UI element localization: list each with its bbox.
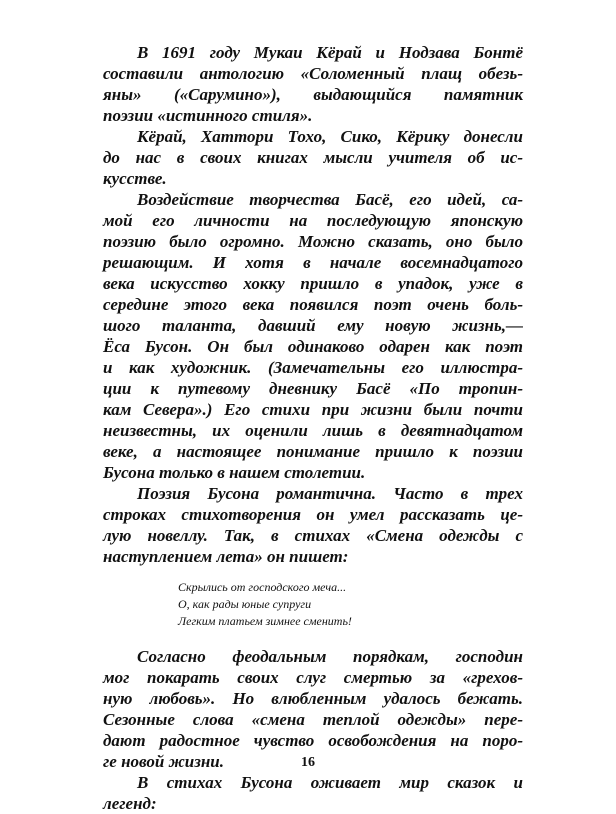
text-line: века искусство хокку пришло в упадок, уже в	[103, 274, 523, 293]
text-line: Бусона только в нашем столетии.	[103, 463, 366, 482]
text-line: мой его личности на последующую японскую	[103, 211, 523, 230]
text-line: составили антологию «Соломенный плащ обезь-	[103, 64, 523, 83]
text-line: и как художник. (Замечательны его иллюстра-	[103, 358, 523, 377]
verse-line: О, как рады юные супруги	[178, 597, 312, 611]
text-line: неизвестны, их оценили лишь в девятнадцатом	[103, 421, 523, 440]
text-line: В стихах Бусона оживает мир сказок и	[137, 773, 523, 792]
text-line: ге новой жизни.	[103, 752, 225, 771]
text-line: В 1691 году Мукаи Кёрай и Нодзава Бонтё	[137, 43, 523, 62]
paragraph-1	[103, 42, 523, 126]
text-line: Кёрай, Хаттори Тохо, Сико, Кёрику донесли	[137, 127, 523, 146]
text-line: поэзию было огромно. Можно сказать, оно было	[103, 232, 523, 251]
verse-line: Скрылись от господского меча...	[178, 580, 347, 594]
paragraph-2	[103, 126, 523, 189]
text-line: до нас в своих книгах мысли учителя об ис-	[103, 148, 523, 167]
poem-verse	[178, 579, 523, 630]
text-line: Согласно феодальным порядкам, господин	[137, 647, 523, 666]
paragraph-6	[103, 772, 523, 814]
text-line: Сезонные слова «смена теплой одежды» пере-	[103, 710, 523, 729]
page-number: 16	[301, 755, 315, 770]
text-line: Воздействие творчества Басё, его идей, са-	[137, 190, 523, 209]
paragraph-3	[103, 189, 523, 483]
text-line: ную любовь». Но влюбленным удалось бежать.	[103, 689, 523, 708]
text-line: ции к путевому дневнику Басё «По тропин-	[103, 379, 523, 398]
text-line: легенд:	[103, 794, 157, 813]
text-line: середине этого века появился поэт очень боль-	[103, 295, 523, 314]
text-line: лую новеллу. Так, в стихах «Смена одежды с	[103, 526, 523, 545]
text-line: веке, а настоящее понимание пришло к поэзии	[103, 442, 523, 461]
text-line: строках стихотворения он умел рассказать це-	[103, 505, 523, 524]
text-line: наступлением лета» он пишет:	[103, 547, 349, 566]
text-line: Поэзия Бусона романтична. Часто в трех	[137, 484, 523, 503]
text-line: мог покарать своих слуг смертью за «грехов-	[103, 668, 523, 687]
text-line: решающим. И хотя в начале восемнадцатого	[103, 253, 523, 272]
text-line: Ёса Бусон. Он был одинаково одарен как поэт	[103, 337, 523, 356]
text-line: яны» («Сарумино»), выдающийся памятник	[103, 85, 523, 104]
page-body	[103, 42, 523, 814]
text-line: кусстве.	[103, 169, 167, 188]
paragraph-4	[103, 483, 523, 567]
text-line: кам Севера».) Его стихи при жизни были почти	[103, 400, 523, 419]
verse-line: Легким платьем зимнее сменить!	[178, 614, 352, 628]
text-line: шого таланта, давший ему новую жизнь,—	[103, 316, 523, 335]
text-line: поэзии «истинного стиля».	[103, 106, 313, 125]
text-line: дают радостное чувство освобождения на поро-	[103, 731, 523, 750]
